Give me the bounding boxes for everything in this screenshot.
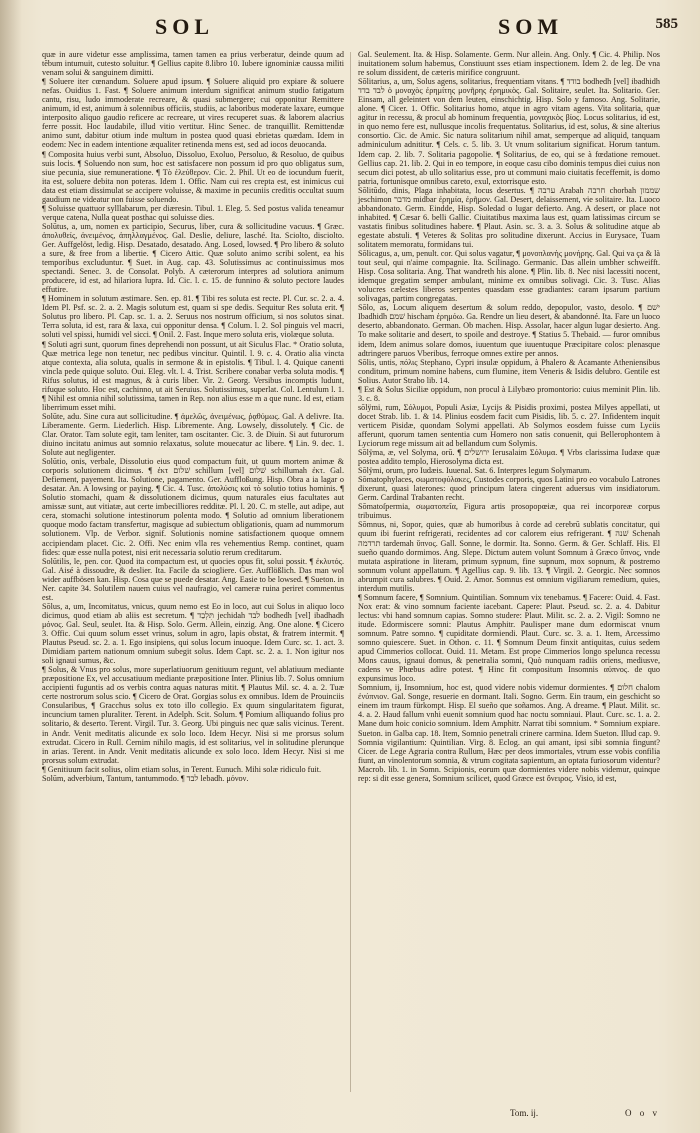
column-divider	[350, 52, 351, 1092]
entry-paragraph: Sōlÿma, æ, vel Solyma, orū. ¶ ירושלים Ierusalaim Σόλυμα. ¶ Vrbs clarissima Iudææ quæ postea addito templo, Hierosolyma dicta est.	[358, 448, 660, 467]
entry-paragraph: ¶ Hominem in solutum æstimare. Sen. ep. 81. ¶ Tibi res soluta est recte. Pl. Cur. sc. 2. a. 4. Idem Pl. Psf. sc. 2. a. 2. Magis solutum est, quam si spe dedis. Sequitur Res soluta erit. ¶ Solutus pro libero. Pl. Cap. sc. 1. a. 2. Seruus nos nostrum officium, si nos solutos sinat. Terra soluta, id est, rara & laxa, cui opponitur densa. ¶ Colum. l. 2. Sol pinguis vel macri, soluti vel spissi, humidi vel sicci. ¶ Onil. 2. Fast. Inque mero soluta eris, violæque soluta.	[42, 294, 344, 340]
entry-paragraph: Sōlo, as, Locum aliquem desertum & solum reddo, depopulor, vasto, desolo. ¶ ישׁם Ibadhidh שׁמם hischam ἐρημόω. Ga. Rendre un lieu desert, & abandonné. Ita. Fare un luoco deserto, abbandonato. German. Ob machen. Hisp. Assolar, hacer algun lugar desierto. Ang. To make solitarie and desert, to spoile and destroye. ¶ Statius 5. Thebaid. — furor omnibus idem, Idem animus solare domos, iuuentum que iuuentuque Præcipitare colos: plenasque adtringere paruos Vberibus, ferroque omnes extire per annos.	[358, 303, 660, 358]
entry-paragraph: Solūtio, onis, verbale, Dissolutio eius quod compactum fuit, ut quum mortem animæ & corporis solutionem dicimus. ¶ ἐκτ שׁלום schillum [vel] שׁלום schillumah ἐκτ. Gal. Defiement, payement. Ita. Solutione, pagamento. Ger. Auffloßung. Hisp. Obra a ia lagar o desatar. An. A lowsing or paying. ¶ Cic. 4. Tusc. ἀπολύσις καὶ τὸ solutio totius hominis. ¶ Solutio stomachi, quam & dissolutionem dicimus, quum naturales eius facultates aut amissæ sunt, aut vitiatæ, aut certe imbecilliores redditæ. Pl. l. 20. C. m stelle, aut adipe, aut cera, stomachi solutione intestinorum polenta modo. ¶ Solutio ad omnium liberationem quoque modo factam transfertur, magisque ad subiectum obligationis, quam ad nummorum solutionem. Vlp. de Verbor. signif. Solutionis nomine satisfactionem quoque omnem accipiendam placet. Cic. 2. Offi. Nec enim vlla res vehementius Remp. continet, quam fides: quæ esse nulla potest, nisi erit necessaria solutio rerum creditarum.	[42, 457, 344, 557]
running-header	[40, 14, 678, 44]
page-footer	[380, 1108, 660, 1122]
entry-paragraph: ¶ Est & Solus Siciliæ oppidum, non procul à Lilybæo promontorio: cuius meminit Plin. lib. 3. c. 8.	[358, 384, 660, 403]
entry-paragraph: Sōlÿmi, orum, pro Iudæis. Iuuenal. Sat. 6. Interpres legum Solymarum.	[358, 466, 592, 476]
left-column	[42, 50, 344, 783]
right-column	[358, 50, 660, 783]
signature-mark: O o v	[625, 1108, 660, 1118]
entry-paragraph: ¶ Genitiuum facit solius, olim etiam solus, in Terent. Eunuch. Mihi solæ ridiculo fuit.	[42, 764, 322, 774]
volume-mark: Tom. ij.	[510, 1108, 539, 1118]
entry-paragraph: ¶ Solus, & Vnus pro solus, more superlatiuorum genitiuum regunt, vel ablatiuum mediante præpositione Ex, vel accusatiuum mediante præpositione Inter. Plinius lib. 7. Solus omnium accipienti fuguntis ad os verbis contra aquas naturas mitit. ¶ Plautus Mil. sc. 4. a. 2. Tuæ certe nostrorum solus scio. ¶ Cicero de Orat. Gorgias solus ex omnibus. Idem de Prouinciis Consularibus, ¶ Gracchus solus ex toto illo collegio. Ex quum singularitatem figurat, incuncium tamen pluraliter. Terent. in Adelph. Scit. Solum. ¶ Pomium alliquando folius pro solitario, & deserto. Terent. Virgil. Tur. 3. Georg. Ubi pinguis nec quæ salis vicinus. Terent. in Andr. Venit meditatis alicunde ex solo loco. Idem Hecyr. Nisi si me prorsus solum extrudat. Cicero in Rull. Cernim nihilo magis, id est solitarius, vel in solitudine plerunque in arias. Terent. in Andr. Venit meditatis alicunde ex solo loco. Idem Hecyr. Nisi si me prorsus solum extrudat.	[42, 665, 344, 765]
entry-paragraph: Sōlitūdo, dinis, Plaga inhabitata, locus desertus. ¶ ערבה Arabah חרבה chorbah שממון jeschimon מדבר midbar ἐρημία, ἐρῆμον. Gal. Desert, delaissement, vie solitaire. Ita. Luoco abbandonato. Germ. Eindde, Hisp. Soledad o lugar defierto. Ang. A desert, or place not inhabited. ¶ Cæsar 6. belli Gallic. Ciuitatibus maxima laus est, quam latissimas circum se vastatis finibus solitudines habere. ¶ Plaut. Asin. sc. 3. a. 3. Solus & solitudine atque ab egestate abstuli. ¶ Veteres & Solitas pro solitudine dixerunt. Accius in Eurysace, Tuam solitatem memoratu, formidans tui.	[358, 185, 660, 249]
page-number: 585	[655, 16, 678, 32]
entry-paragraph: Sōmnus, ni, Sopor, quies, quæ ab humoribus à corde ad cerebrū sublatis concitatur, qui quum ibi fuerint refrigerati, recidentes ad cor calorem eius refrigerant. ¶ שׁנה Schenah תרדמה tardemah ὕπνος. Gall. Sonne, le dormir. Ita. Sonno. Germ. & Ger. Schlaff. His. El sueño quando dormimos. Ang. Slepe. Dictum autem volunt Somnum à Græco ὕπνος, vnde mutata aspiratione in literam, primum sypnum, fine supnum, mox sopnum, & postremo somnum volunt appellatum. ¶ Agellius cap. 9. lib. 13. ¶ Virgil. 2. Georgic. Nec somnos abrumpit cura salubres. ¶ Ouid. 2. Amor. Somnus est omnium vigiliarum remedium, quies, interdum mutilis.	[358, 520, 660, 593]
entry-paragraph: Solūtus, a, um, nomen ex participio, Securus, liber, cura & sollicitudine vacuus. ¶ Græc. ἀπολυθείς, ἀνειμένος, ἀπηλλαγμένος. Gal. Deslie, deliure, lasché. Ita. Sciolto, disciolto. Ger. Auffgelöst, ledig. Hisp. Desatado, desatado. Ang. Losed, lowsed. ¶ Pro libero & soluto a sure, & free from a libertie. ¶ Cicero Attic. Quæ soluto animo scribi solent, ea his temporibus excluduntur. ¶ Suet. in Aug. cap. 43. Solutissimus ac continuissimus mos spectandi. Senec. 3. de Consolat. Polyb. A cæterorum interpres ad solutiora animum producere, id est, ad hilariora lupra. Id. Cic. l. c. 15. de funnino & soluto pectore laudes effutire.	[42, 221, 344, 295]
entry-paragraph: Solūm, adverbium, Tantum, tantummodo. ¶ לבד lebadh. μόνον.	[42, 773, 249, 783]
entry-paragraph: Sōlitarius, a, um, Solus agens, solitarius, frequentiam vitans. ¶ בודד bodhedh [vel] ibadhidh לבד בדד ὁ μοναχὸς ἐρημίτης μονῆρης ἐρημικὸς. Gal. Solitaire, seulet. Ita. Solitario. Ger. Einsam, all geleintert von dem leuten, einschichtig. Hisp. Solo y famoso. Ang. Solitarie, alone. ¶ Cicer. 1. Offic. Solitarius homo, atque in agro vitam agens. Vita solitaria, quæ agitur in recessu, & procul ab hominum frequentia, μοναχικὸς βίος. Locus solitarius, id est, in quo nemo fere est, nullusque incolis frequentatus. Solitarius, id est, solus, & sine alterius consortio. Cic. de Amic. Sic natura solitarium nihil amat, semperque ad aliquid, tanquam adminiculum adnititur. ¶ Cels. c. 5. lib. 3. Ut vnum solitarium significat. Horum tantum. Idem cap. 2. lib. 7. Solitaria pagopolie. ¶ Solitarius, de eo, qui se à fœdatione remouet. Gellius cap. 21. lib. 2. Qui in eo tempore, in eoque casu cibo dominis tempus diei cuius non secum dici potest, ab ullo solitarius esse, pro ut communi maio ciuitatis feceffemit, is domo patria, fortunisque omnibus careto, exul, extorrisque esto.	[358, 77, 660, 186]
entry-paragraph: ¶ Soluere iter cœnandum. Soluere apud ipsum. ¶ Soluere aliquid pro expiare & soluere nefas. Ouidius 1. Fast. ¶ Soluere animum interdum significat animum studio fatigatum cantu, risu, ludo immoderate recreare, & quasi submergere; cui opponitur Remittere animum, id est, animum à solennibus officiis, studiis, ac laboribus moderate laxare, eumque interposito aliquo gaudio reficere ac recreare, ut vires recuperet suas. & laborem alacrius ferre possit. Hoc laudabile, illud vitio vertitur. Hinc Senec. de tranquillit. Remittendæ animo sunt, dabitur otium inde multum in postea quod quasi ebrietas quædam. Idem in eodem: Nec in eadem intentione æqualiter retinenda mens est, sed ad iocos deuocanda.	[42, 77, 344, 150]
entry-paragraph: ¶ Soluisse quattuor sylllabarum, per diæresin. Tibul. 1. Eleg. 5. Sed postus valida teneamur verque catena, Nulla queat posthac qui soluisse dies.	[42, 203, 344, 222]
entry-paragraph: Sōmatophylaces, σωματοφύλακες, Custodes corporis, quos Latini pro eo vocabulo Latrones dixerunt, quasi laterones: quod principum latera cingerent aduersus vim insidiatorum. Germ. Cardinal Trabanten recht.	[358, 475, 660, 503]
entry-paragraph: ¶ Somnum facere, ¶ Somnium. Quintilian. Somnum vix tenebamus. ¶ Facere: Ouid. 4. Fast. Nox erat: & vino somnum faciente iacebant. Capere: Plaut. Pseud. sc. 2. a. 4. Dabitur lectus: vbi hand somnum capias. Somno studere: Plaut. Milit. sc. 2. a. 2. Vigil: Somno ne itude. Edormiscere somni: Plautus Amphitr. Paulisper mane dum edormiscat vnum somnum. Patre somno. ¶ cupiditate dormiendi. Plaut. Curc. sc. 3. a. 1. Item, Arcessimo somno quiescere. Suet. in Othon. c. 11. ¶ Somnum Deum finxit antiquitas, cuius sedem apud Cimmerios collocat. Ouid. 11. Metam. Est prope Cimmerios longo spelunca recessu Mons cauus, ignaui domus, & penetralia somni, Quò nunquam radiis oriens, mediusve, cadens ve Phœbus adire potest. ¶ Hinc fit compositum Insomnis αὐπνος. de quo expunsimus loco.	[358, 592, 660, 684]
headword-left: SOL	[155, 14, 215, 39]
entry-paragraph: Sōmatoſpermia, σωματοπεῖα, Figura artis prosopopœiæ, qua rei incorporeæ corpus tribuimus.	[358, 502, 660, 521]
entry-paragraph: sōlÿmi, rum, Σόλυμοι, Populi Asiæ, Lycijs & Pisidis proximi, postea Milyes appellati, ut docet Strab. lib. 1. & 14. Plinius eosdem facit cum Pisidis, lib. 5. c. 27. Infidentem inquit verticem Pisidæ, quondam Solymi appellati. Ab Solymos eosdem fuisse cum Lyciis afferunt, quorum tamen sententia cum Homero non satis conuenit, qui Bellerophontem à Lyciorum rege missum ait ad bellandum cum Solymis.	[358, 402, 660, 449]
entry-paragraph: Sōlicagus, a, um, penult. cor. Qui solus vagatur, ¶ μονοπλανὴς μονήρης. Gal. Qui va ça & là tout seul, qui n'aime compagnie. Ita. Scilinago. Germanic. Das allein umbher schweifft. Hisp. Cosa solitaria. Ang. That wandreth his alone. ¶ Plin. lib. 8. Nec nisi lacessiti nocent, idemque gregatim semper ambulant, minime ex omnibus solivagi. Cic. 3. Tusc. Alias volucres cælestes liberos serpentes quasdam esse gradiantes: caram ipsarum partium solivagas, partim congregatas.	[358, 249, 660, 304]
entry-paragraph: ¶ Composita huius verbi sunt, Absoluo, Dissoluo, Exoluo, Persoluo, & Resoluo, de quibus suis locis. ¶ Soluendo non sum, hoc est satisfacere non possum id pro quo obligatus sum, siue pecunia, siue remuneratione. ¶ Τὸ ἐλεύθερον. Cic. 2. Phil. Ut eo de iocundum fuerit, ita est, soluere debita non poteras. Idem 1. Offic. Nam cui res crepta est, est inimicus cui data est etiam dissimulat se accipere voluisse, & maxime in pecuniis creditis occultat suum gaudium ne videatur non fuisse soluendo.	[42, 149, 344, 204]
entry-paragraph: Sōlus, a, um, Incomitatus, vnicus, quum nemo est Eo in loco, aut cui Solus in aliquo loco dicimus, quod etiam ab aliis est secretum. ¶ תִּלְבַד jechidah לבד bodhedh [vel] ibadhadh μόνος. Gal. Seul, seulet. Ita. & Hisp. Solo. Germ. Allein, einzig. Ang. One alone. ¶ Cicero 3. Offic. Cui quum solum esset vrinus, solum in agro, lapis obstat, & fratrem intermit. ¶ Plautus Pseud. sc. 2. a. 1. Ego insipiens, qui solus locum inuoque. Idem Curc. sc. 1. act. 3. Dimidiam partem nationum omnium subegit solus. Idem Capt. sc. 2. a. 1. Non igitur nos soli ignaui sumus, &c.	[42, 601, 345, 666]
entry-paragraph: quæ in aure videtur esse amplissima, tamen tamen ea prius verberatur, deinde quum ad tĕbum intumuit, cutesto soluitur. ¶ Gellius capite 8.libro 10. Iubere ignominiæ caussa militi venam solui & sanguinem dimitti.	[42, 50, 344, 78]
entry-paragraph: Solūtilis, le, pen. cor. Quod ita compactum est, ut quocies opus fit, solui possit. ¶ ἐκλυτός. Gal. Aisé à dissoudre, & deslier. Ita. Facile da sciogliere. Ger. Aufflößlich. Das man wol wider auffbösen kan. Hisp. Cosa que se puede desatar. Ang. Easie to be lowsed. ¶ Sueton. in Ner. capite 34. Solutilem nauem cuius vel naufragio, vel cameræ ruina periret commentus est.	[42, 556, 344, 602]
entry-paragraph: ¶ Soluti agri sunt, quorum fines deprehendi non possunt, ut ait Siculus Flac. * Oratio soluta, Quæ metrica lege non tenetur, nec pedibus vincitur. Quintil. l. 9. c. 4. Oratio alia vincta atque contexta, alia soluta, qualis in sermone & in epistolis. ¶ Tibul. l. 4. Quique canenti vincla pede quique soluto. Oui. Eleg. vlt. l. 4. Trist. Scribere conabar verba soluta modis. ¶ Rifus solutus, id est magnus, & à curis liber. Vir. 2. Georg. Versibus incomptis ludunt, rifuque soluto. Hoc est, cachinno, ut ait Seruius. Solutissimus, superlat. Col. Lentulum l. 1. ¶ Nihil est omnia nihil solutissima, tamen in Rep. non alius esse m a que nunc. Id est, etiam liberrimum esset mihi.	[42, 339, 344, 412]
entry-paragraph: Somnium, ij, Insomnium, hoc est, quod videre nobis videmur dormientes. ¶ חלום chalom ἐνύπνιον. Gal. Songe, resuerie en dormant. Itali. Sogno. Germ. Ein traum, ein geschicht so einem im traum fürkompt. Hisp. El sueño que soñamos. Ang. A dreame. ¶ Plaut. Milit. sc. 4. a. 2. Haud fallum vnhi euenit somnium quod hac noctu somniaui. Plaut. Curc. sc. 1. a. 2. Mane dum hoic conicio somnium. Idem Amphitr. Narrat tibi somnium. * Somnium expiare. Sueton. in Galba cap. 18. Item, Somnio penetrali crinere carmina. Idem Sueton. Illud cap. 9. Somnia vigilantium: Quintilian. Virg. 8. Eclog. an qui amant, ipsi sibi somnia fingunt? Cicer. de Lege Agraria contra Rullum, Hæc per deos immortales, vtrum esse vobis confilia fiunt, an vinolentorum somnia, & vtrum cogitata sapientum, an optata furiosorum videntur? Macrob. lib. 1. in Somn. Scipionis, eorum quæ dormientes videre nobis videmur, quinque rep: si dit esse genera, Somnium scilicet, quod Græce est ὄνειρος. Visio, id est,	[358, 683, 661, 783]
entry-paragraph: Solūte, adu. Sine cura aut sollicitudine. ¶ ἀμελῶς, ἀνειμένως, ῥᾳθύμως. Gal. A delivre. Ita. Liberamente. Germ. Liederlich. Hisp. Libremente. Ang. Lowsely, dissolutely. ¶ Cic. de Clar. Orator. Tam solute egit, tam leniter, tam oscitanter. Cic. 3. de Diuin. Si aut futurorum diuino incitatu animus aut somnio relaxatus, solute mouecatur ac libere. ¶ Lin. 9. dec. 1. Solute aut negligenter.	[42, 411, 344, 458]
entry-paragraph: Gal. Seulement. Ita. & Hisp. Solamente. Germ. Nur allein. Ang. Only. ¶ Cic. 4. Philip. Nos inuitationem solum habemus, Constiuunt sses etiam inspectionem. Idem 2. de leg. De vna re solum dissident, de cæteris mirifice congruunt.	[358, 50, 660, 78]
entry-paragraph: Sōlis, untis, πόλις Stephano, Cypri insulæ oppidum, à Phalero & Acamante Atheniensibus conditum, primum nomine habens, cum flumine, item Veneris & Isidis delubro. Gentile est Solius. Autor Strabo lib. 14.	[358, 357, 660, 385]
gutter-shadow	[0, 0, 22, 1133]
headword-right: SOM	[498, 14, 564, 39]
